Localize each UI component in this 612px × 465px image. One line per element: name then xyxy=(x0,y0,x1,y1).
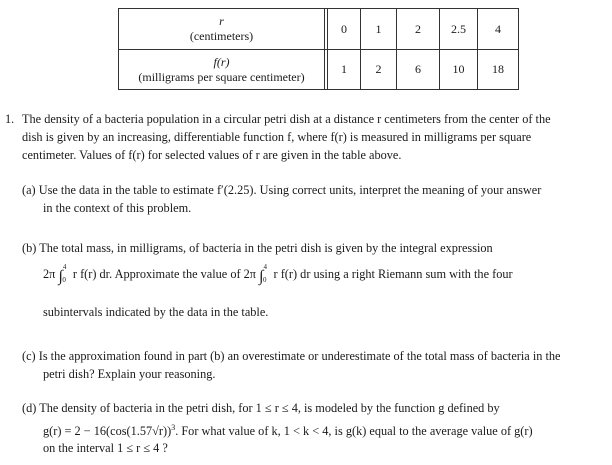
two-pi: 2π xyxy=(43,267,56,281)
integral-lower: 0 xyxy=(262,276,267,284)
part-b-text: r f(r) dr. Approximate the value of 2π xyxy=(72,267,256,281)
r-value-cell: 2.5 xyxy=(451,21,466,36)
part-b-text: r f(r) dr using a right Riemann sum with the four xyxy=(273,267,513,281)
integral-lower: 0 xyxy=(62,276,66,284)
f-value-cell: 2 xyxy=(375,62,382,76)
header-f-unit: (milligrams per square centimeter) xyxy=(138,69,305,84)
header-r xyxy=(119,9,324,49)
part-c-line: petri dish? Explain your reasoning. xyxy=(43,367,216,381)
data-table xyxy=(118,8,519,90)
integral-upper: 4 xyxy=(263,263,267,271)
header-f xyxy=(119,50,324,89)
part-d-line: (d) The density of bacteria in the petri dish, for 1 ≤ r ≤ 4, is modeled by the function g defined by xyxy=(22,401,500,415)
part-c xyxy=(22,347,602,383)
part-a-line: (a) Use the data in the table to estimate f′(2.25). Using correct units, interpret the meaning of your answer xyxy=(22,183,542,197)
f-value-cell: 1 xyxy=(341,62,347,76)
r-value-cell: 2 xyxy=(415,21,421,36)
part-b-expression xyxy=(43,265,603,286)
intro-line: The density of a bacteria population in a circular petri dish at a distance r centimeters from the center of the xyxy=(22,112,551,126)
integral-icon: ∫ xyxy=(259,268,264,285)
f-value-cell: 18 xyxy=(492,62,504,76)
part-d-line: on the interval 1 ≤ r ≤ 4 ? xyxy=(43,441,168,455)
g-formula: g(r) = 2 − 16(cos(1.57√r)) xyxy=(43,424,172,439)
part-b-line: subintervals indicated by the data in the table. xyxy=(43,305,269,319)
part-b-line: (b) The total mass, in milligrams, of bacteria in the petri dish is given by the integral expression xyxy=(22,241,493,255)
integral-upper: 4 xyxy=(62,263,67,271)
header-f-var: f(r) xyxy=(213,54,230,69)
part-d-formula-line xyxy=(43,419,603,440)
part-a-line: in the context of this problem. xyxy=(43,201,192,215)
cube-exponent: 3 xyxy=(171,423,176,432)
f-value-cell: 10 xyxy=(452,62,465,76)
r-value-cell: 4 xyxy=(495,21,501,36)
integral-icon: ∫ xyxy=(58,268,63,285)
question-number: 1. xyxy=(5,112,15,126)
question-intro xyxy=(22,110,602,164)
intro-line: centimeter. Values of f(r) for selected values of r are given in the table above. xyxy=(22,148,402,162)
header-r-var: r xyxy=(219,14,224,28)
f-value-cell: 6 xyxy=(415,62,421,76)
r-value-cell: 0 xyxy=(341,21,347,36)
col-divider xyxy=(324,9,325,89)
part-d-text: . For what value of k, 1 < k < 4, is g(k) equal to the average value of g(r) xyxy=(175,424,533,439)
part-d xyxy=(22,399,602,417)
r-value-cell: 1 xyxy=(375,21,382,36)
part-a xyxy=(22,181,602,217)
header-r-unit: (centimeters) xyxy=(189,29,254,43)
part-b xyxy=(22,239,602,257)
intro-line: dish is given by an increasing, differentiable function f, where f(r) is measured in milligrams per square xyxy=(22,130,532,144)
part-c-line: (c) Is the approximation found in part (b) an overestimate or underestimate of the total mass of bacteria in the xyxy=(22,349,561,363)
